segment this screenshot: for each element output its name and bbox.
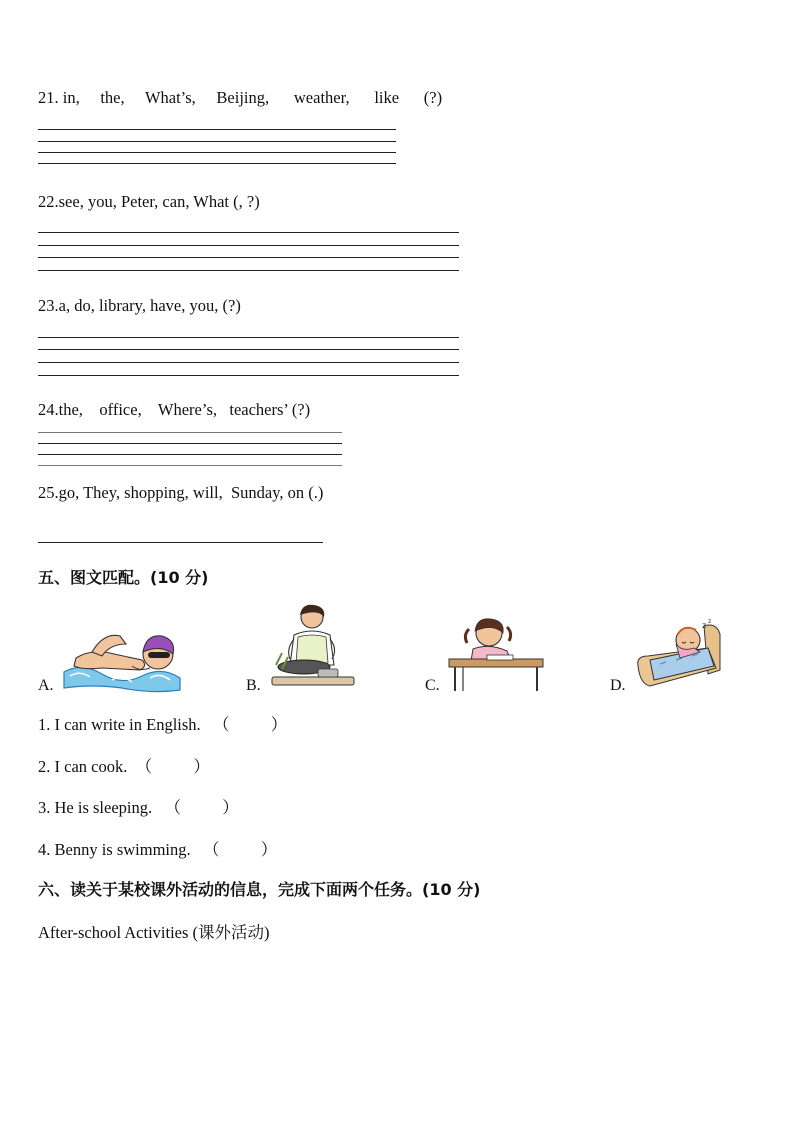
picture-label-d: D. — [610, 677, 626, 694]
section-6-title: 六、读关于某校课外活动的信息，完成下面两个任务。(10 分) — [38, 880, 481, 899]
cooking-woman-icon — [268, 603, 358, 693]
question-23 — [38, 296, 241, 316]
match-item-text: 3. He is sleeping. — [38, 798, 153, 817]
answer-line[interactable] — [38, 432, 342, 433]
match-item-text: 2. I can cook. — [38, 757, 128, 776]
answer-line[interactable] — [38, 245, 459, 246]
question-number: 22 — [38, 192, 55, 211]
svg-text:z: z — [708, 618, 712, 625]
question-words: .see, you, Peter, can, What (, ?) — [54, 192, 260, 211]
answer-line[interactable] — [38, 232, 459, 233]
answer-line[interactable] — [38, 542, 323, 543]
answer-line[interactable] — [38, 362, 459, 363]
picture-label-c: C. — [425, 677, 440, 694]
question-number: 24 — [38, 400, 55, 419]
question-number: 23 — [38, 296, 55, 315]
question-21 — [38, 88, 442, 108]
question-words: .go, They, shopping, will, Sunday, on (.) — [54, 483, 324, 502]
swimming-boy-icon — [62, 622, 182, 694]
question-words: .a, do, library, have, you, (?) — [54, 296, 241, 315]
answer-line[interactable] — [38, 129, 396, 130]
question-22 — [38, 192, 260, 212]
answer-blank[interactable]: （ ） — [213, 715, 288, 734]
svg-text:z: z — [702, 621, 707, 630]
question-number: 21 — [38, 88, 55, 107]
answer-line[interactable] — [38, 443, 342, 444]
match-item-text: 1. I can write in English. — [38, 715, 201, 734]
answer-blank[interactable]: （ ） — [203, 840, 278, 859]
match-item-3 — [38, 794, 239, 818]
question-24 — [38, 400, 310, 420]
section-6-subtitle: After-school Activities (课外活动) — [38, 923, 270, 942]
match-item-2 — [38, 753, 210, 777]
answer-line[interactable] — [38, 465, 342, 466]
question-25 — [38, 483, 323, 503]
answer-line[interactable] — [38, 257, 459, 258]
answer-blank[interactable]: （ ） — [164, 798, 239, 817]
answer-line[interactable] — [38, 152, 396, 153]
answer-line[interactable] — [38, 454, 342, 455]
answer-blank[interactable]: （ ） — [135, 757, 210, 776]
question-words: .the, office, Where’s, teachers’ (?) — [54, 400, 311, 419]
answer-line[interactable] — [38, 270, 459, 271]
answer-line[interactable] — [38, 337, 459, 338]
match-item-4 — [38, 836, 277, 860]
match-item-text: 4. Benny is swimming. — [38, 840, 191, 859]
question-words: . in, the, What’s, Beijing, weather, like (?) — [54, 88, 443, 107]
writing-girl-icon — [447, 615, 547, 693]
question-number: 25 — [38, 483, 55, 502]
answer-line[interactable] — [38, 141, 396, 142]
picture-label-b: B. — [246, 677, 261, 694]
answer-line[interactable] — [38, 163, 396, 164]
picture-label-a: A. — [38, 677, 54, 694]
section-5-title: 五、图文匹配。(10 分) — [38, 568, 209, 587]
answer-line[interactable] — [38, 375, 459, 376]
sleeping-child-icon — [636, 618, 724, 694]
match-item-1 — [38, 711, 287, 735]
answer-line[interactable] — [38, 349, 459, 350]
